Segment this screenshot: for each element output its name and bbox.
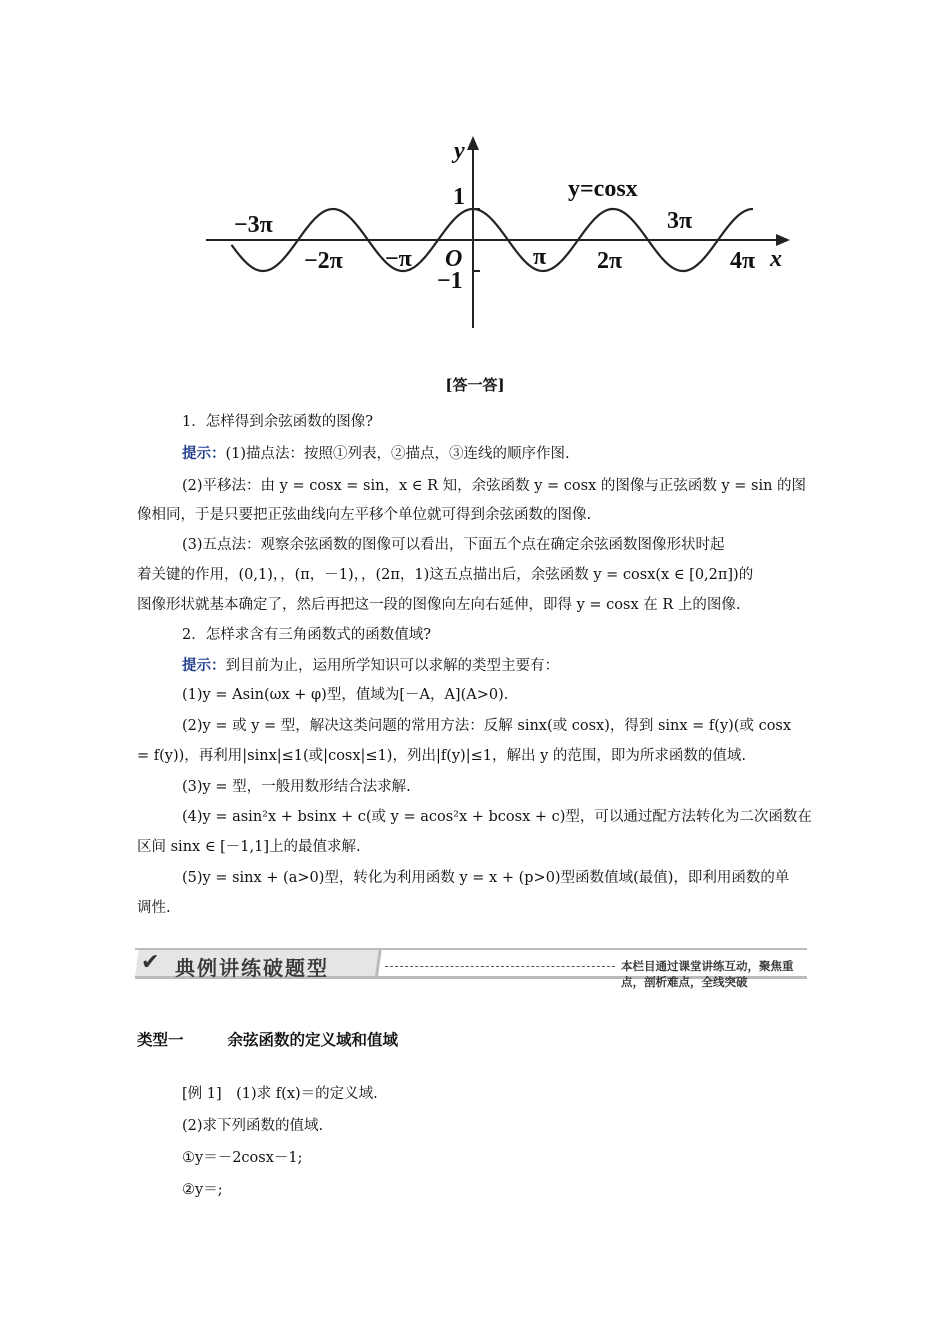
label-one: 1 — [453, 184, 465, 210]
section-heading: [答一答] — [445, 376, 505, 394]
checkmark-icon: ✔ — [141, 950, 160, 975]
example-line-1: [例 1] (1)求 f(x)＝的定义域. — [182, 1086, 378, 1102]
hint-label-2: 提示： — [182, 657, 226, 674]
answer-1-text: (1)描点法：按照①列表，②描点，③连线的顺序作图. — [225, 446, 570, 462]
question-1: 1．怎样得到余弦函数的图像? — [182, 414, 373, 430]
answer-2-line-1: (2)平移法：由 y = cosx = sin，x ∈ R 知，余弦函数 y = cosx 的图像与正弦函数 y = sin 的图 — [182, 478, 807, 494]
label-2pi: 2π — [597, 248, 623, 274]
label-negpi: −π — [385, 246, 412, 272]
answer-b3: (3)y = 型，一般用数形结合法求解. — [182, 779, 411, 795]
y-axis-arrow — [467, 136, 479, 150]
banner-dashed-line — [385, 966, 615, 967]
answer-3-line-1: (3)五点法：观察余弦函数的图像可以看出，下面五个点在确定余弦函数图像形状时起 — [182, 537, 725, 553]
answer-2-line-2: 像相同，于是只要把正弦曲线向左平移个单位就可得到余弦函数的图像. — [137, 507, 592, 523]
label-3pi: 3π — [667, 208, 693, 234]
x-axis-label: x — [770, 246, 782, 272]
banner-note: 本栏目通过课堂讲练互动，聚焦重点，剖析难点，全线突破 — [621, 959, 794, 989]
answer-1-line — [182, 444, 570, 464]
answer-b0-text: 到目前为止，运用所学知识可以求解的类型主要有： — [225, 658, 559, 674]
label-origin: O — [445, 246, 463, 272]
answer-b5-line-2: 调性. — [137, 900, 171, 916]
label-neg3pi: −3π — [234, 212, 273, 238]
cosine-graph — [200, 128, 800, 338]
answer-b1: (1)y = Asin(ωx + φ)型，值域为[－A，A](A>0). — [182, 687, 509, 703]
label-neg-one: −1 — [437, 268, 463, 294]
answer-b4-line-1: (4)y = asin²x + bsinx + c(或 y = acos²x + bcosx + c)型，可以通过配方法转化为二次函数在 — [182, 809, 812, 825]
answer-b0-line — [182, 656, 559, 676]
y-axis-label: y — [454, 138, 465, 164]
answer-b2-line-1: (2)y = 或 y = 型，解决这类问题的常用方法：反解 sinx(或 cosx)，得到 sinx = f(y)(或 cosx — [182, 718, 792, 734]
answer-b4-line-2: 区间 sinx ∈ [－1,1]上的最值求解. — [137, 839, 361, 855]
answer-3-line-3: 图像形状就基本确定了，然后再把这一段的图像向左向右延伸，即得 y = cosx 在 R 上的图像. — [137, 597, 741, 613]
question-2: 2．怎样求含有三角函数式的函数值域? — [182, 627, 431, 643]
section-banner — [135, 946, 807, 989]
section-type: 类型一 — [137, 1030, 184, 1049]
banner-title: 典例讲练破题型 — [175, 956, 329, 980]
answer-b2-line-2: = f(y))，再利用|sinx|≤1(或|cosx|≤1)，列出|f(y)|≤1，解出 y 的范围，即为所求函数的值域. — [137, 748, 746, 764]
section-title — [137, 1028, 398, 1050]
label-pi: π — [533, 244, 547, 270]
hint-label: 提示： — [182, 445, 226, 462]
label-neg2pi: −2π — [304, 248, 343, 274]
function-label: y=cosx — [568, 176, 638, 202]
answer-3-line-2: 着关键的作用，(0,1)，，(π，－1)，，(2π，1)这五点描出后，余弦函数 y = cosx(x ∈ [0,2π])的 — [137, 567, 754, 583]
x-axis-arrow — [776, 234, 790, 246]
example-line-2: (2)求下列函数的值域. — [182, 1118, 324, 1134]
answer-b5-line-1: (5)y = sinx + (a>0)型，转化为利用函数 y = x + (p>0)型函数值域(最值)，即利用函数的单 — [182, 870, 790, 886]
label-4pi: 4π — [730, 248, 756, 274]
section-name: 余弦函数的定义域和值域 — [227, 1030, 399, 1049]
example-line-3: ①y＝－2cosx－1; — [182, 1150, 303, 1166]
example-line-4: ②y＝; — [182, 1182, 223, 1198]
